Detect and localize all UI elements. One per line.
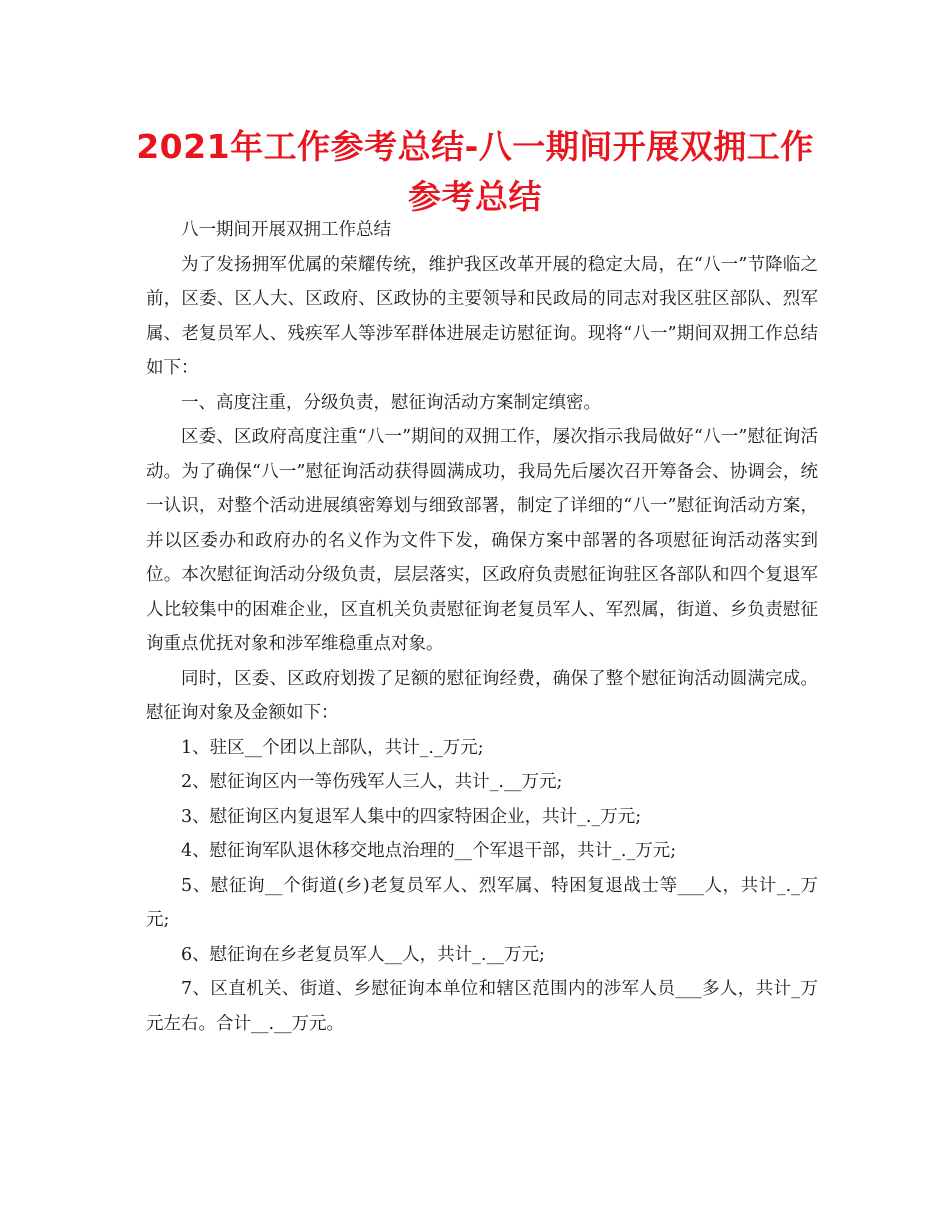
list-item: 2、慰征询区内一等伤残军人三人，共计_.__万元; — [181, 772, 563, 792]
section-heading-paragraph: 一、高度注重，分级负责，慰征询活动方案制定缜密。 — [181, 392, 601, 413]
intro-paragraph: 为了发扬拥军优属的荣耀传统，维护我区改革开展的稳定大局，在“八一”节降临之前，区委、区人大、区政府、区政协的主要领导和民政局的同志对我区驻区部队、烈军属、老复员军人、残疾军人等涉军群体进展走访慰征询。现将“八一”期间双拥工作总结如下： — [146, 254, 818, 378]
body-paragraph: 同时，区委、区政府划拨了足额的慰征询经费，确保了整个慰征询活动圆满完成。慰征询对象及金额如下： — [146, 668, 818, 723]
document-body — [146, 213, 818, 1041]
document-title: 2021年工作参考总结-八一期间开展双拥工作参考总结 — [136, 127, 814, 216]
list-item: 7、区直机关、街道、乡慰征询本单位和辖区范围内的涉军人员___多人，共计_万元左右。合计__.__万元。 — [146, 979, 818, 1034]
list-item: 3、慰征询区内复退军人集中的四家特困企业，共计_._万元; — [181, 806, 642, 827]
list-item: 1、驻区__个团以上部队，共计_._万元; — [181, 737, 484, 758]
body-paragraph: 区委、区政府高度注重“八一”期间的双拥工作，屡次指示我局做好“八一”慰征询活动。为了确保“八一”慰征询活动获得圆满成功，我局先后屡次召开筹备会、协调会，统一认识，对整个活动进展缜密筹划与细致部署，制定了详细的“八一”慰征询活动方案，并以区委办和政府办的名义作为文件下发，确保方案中部署的各项慰征询活动落实到位。本次慰征询活动分级负责，层层落实，区政府负责慰征询驻区各部队和四个复退军人比较集中的困难企业，区直机关负责慰征询老复员军人、军烈属，街道、乡负责慰征询重点优抚对象和涉军维稳重点对象。 — [146, 427, 818, 654]
list-item: 4、慰征询军队退休移交地点治理的__个军退干部，共计_._万元; — [181, 841, 677, 861]
list-item: 6、慰征询在乡老复员军人__人，共计_.__万元; — [181, 944, 545, 965]
subtitle-paragraph: 八一期间开展双拥工作总结 — [181, 220, 391, 240]
list-item: 5、慰征询__个街道(乡)老复员军人、烈军属、特困复退战士等___人，共计_._万元; — [146, 875, 818, 930]
